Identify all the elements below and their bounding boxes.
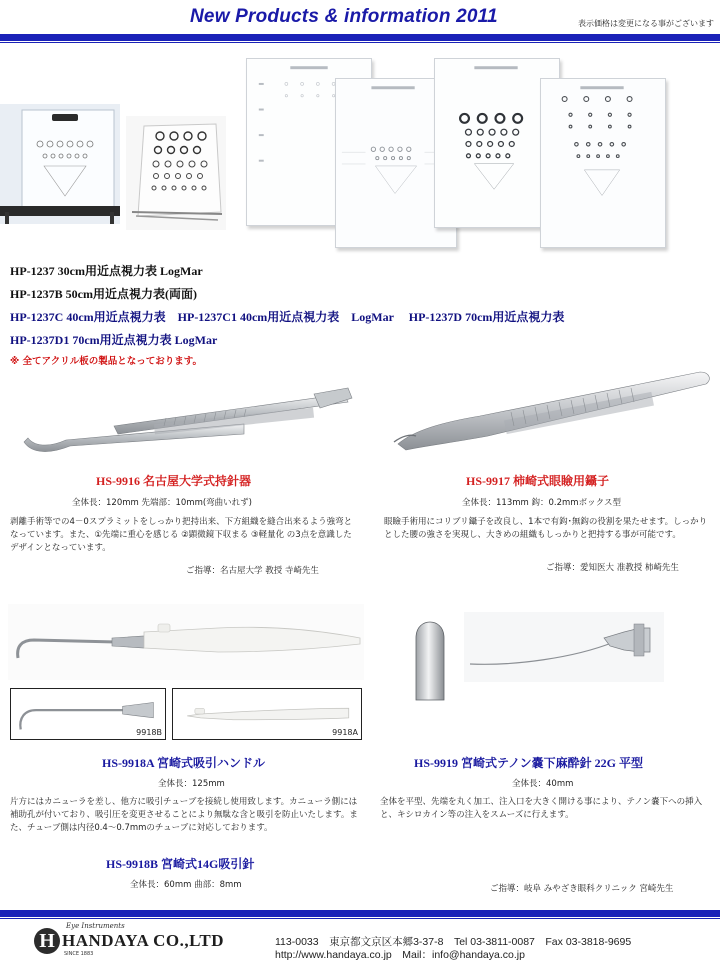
- needle-holder-photo: [14, 376, 354, 462]
- hs9919-title: HS-9919 宮崎式テノン嚢下麻酔針 22G 平型: [414, 756, 644, 770]
- hs9919-description: 全体を平型、先端を丸く加工、注入口を大きく開ける事により、テノン嚢下への挿入と、キシロカイン等の注入をスムーズに行えます。: [380, 797, 703, 820]
- acrylic-material-note: ※ 全てアクリル板の製品となっております。: [10, 356, 202, 367]
- product-line-hp1237c: HP-1237C 40cm用近点視力表 HP-1237C1 40cm用近点視力表 LogMar HP-1237D 70cm用近点視力表: [10, 310, 565, 324]
- suction-handle-9918a-photo: [172, 688, 362, 740]
- hs9918b-title: HS-9918B 宮崎式14G吸引針: [106, 857, 255, 871]
- acrylic-chart-stand-photo: [0, 104, 120, 224]
- tag-9918b: 9918B: [136, 728, 162, 737]
- hs9918a-spec: 全体長：125mm: [158, 779, 225, 789]
- logo-company-name: HANDAYA CO.,LTD: [62, 931, 224, 950]
- tenon-needle-photo: [464, 612, 664, 682]
- logo-since: SINCE 1883: [64, 951, 94, 957]
- acrylic-chart-wire-stand-photo: [126, 116, 226, 230]
- hs9916-description: 剥離手術等での4－0スプラミットをしっかり把持出来、下方組織を縫合出来るよう強弯となっています。また、①先端に重心を感じる ②顕微鏡下収まる ③軽量化 の3点を意識したデザインとなっています。: [10, 517, 353, 553]
- hs9917-title: HS-9917 柿崎式眼瞼用鑷子: [466, 474, 610, 488]
- header-rule: [0, 34, 720, 41]
- hs9916-spec: 全体長：120mm 先端部：10mm(弯曲いれず): [72, 498, 252, 508]
- page-title: New Products & information 2011: [190, 6, 498, 27]
- hs9916-supervisor: ご指導：名古屋大学 教授 寺崎先生: [186, 566, 319, 576]
- suction-handle-photo: [8, 604, 364, 680]
- hs9917-spec: 全体長：113mm 鈎：0.2mmボックス型: [462, 498, 621, 508]
- suction-needle-9918b-photo: [10, 688, 166, 740]
- tag-9918a: 9918A: [332, 728, 358, 737]
- handaya-logo: [28, 922, 278, 958]
- hs9917-description: 眼瞼手術用にコリブリ鑷子を改良し、1本で有鈎･無鈎の役割を果たせます。しっかりとした腰の強さを実現し、大きめの組織もしっかりと把持する事が可能です。: [384, 517, 708, 540]
- price-change-note: 表示価格は変更になる事がございます: [578, 19, 714, 28]
- hs9916-title: HS-9916 名古屋大学式持針器: [96, 474, 252, 488]
- hs9918a-title: HS-9918A 宮崎式吸引ハンドル: [102, 756, 266, 770]
- product-line-hp1237b: HP-1237B 50cm用近点視力表(両面): [10, 287, 197, 301]
- hs9918a-description: 片方にはカニューラを差し、他方に吸引チューブを接続し使用致します。カニューラ側には補助孔が付いており、吸引圧を変更させることにより無駄な含と吸引を防止いたします。また、チューブ側は内径0.4〜0.7mmのチューブに対応しております。: [10, 797, 358, 833]
- hs9919-spec: 全体長：40mm: [512, 779, 574, 789]
- product-line-hp1237: HP-1237 30cm用近点視力表 LogMar: [10, 264, 203, 278]
- chart-sheet-hp1237d: [540, 78, 666, 248]
- product-line-hp1237d1: HP-1237D1 70cm用近点視力表 LogMar: [10, 333, 218, 347]
- footer-address: 113-0033 東京都文京区本郷3-37-8 Tel 03-3811-0087 Fax 03-3818-9695: [275, 936, 632, 948]
- footer-rule: [0, 910, 720, 917]
- logo-h-mark: H: [34, 928, 60, 954]
- hs9917-supervisor: ご指導：愛知医大 准教授 柿崎先生: [546, 563, 679, 573]
- footer-web-mail: http://www.handaya.co.jp Mail：info@handaya.co.jp: [275, 949, 525, 960]
- hs9918b-spec: 全体長：60mm 曲部：8mm: [130, 880, 242, 890]
- header-rule-thin: [0, 42, 720, 43]
- tenon-needle-tip-photo: [412, 620, 448, 702]
- logo-tagline: Eye Instruments: [66, 922, 125, 930]
- eyelid-forceps-photo: [384, 364, 714, 456]
- hs9919-supervisor: ご指導：岐阜 みやざき眼科クリニック 宮崎先生: [490, 884, 674, 894]
- footer-rule-thin: [0, 918, 720, 919]
